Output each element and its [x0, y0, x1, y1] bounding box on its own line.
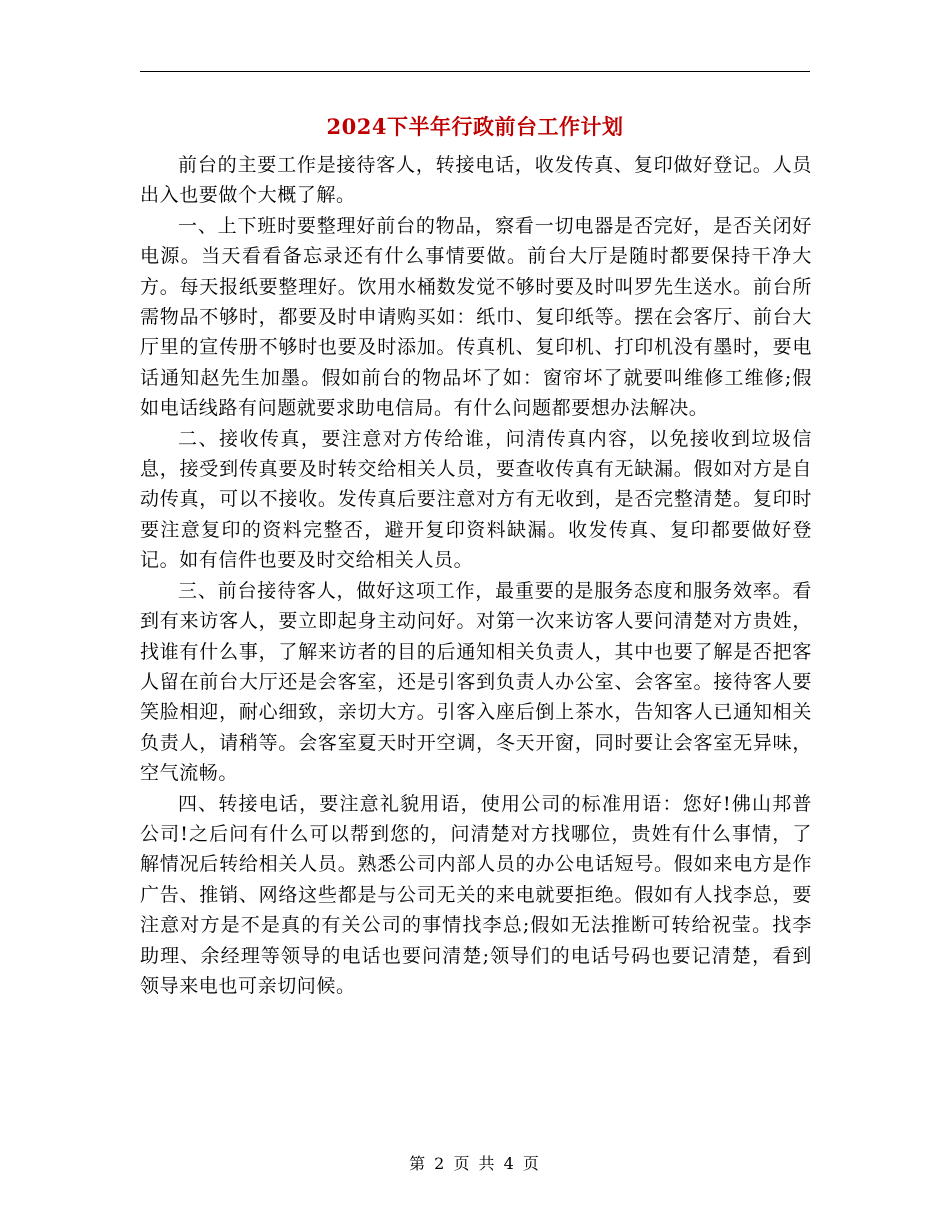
page-number-footer: 第 2 页 共 4 页	[409, 1154, 541, 1173]
header-rule	[140, 71, 810, 72]
paragraph-section-2: 二、接收传真，要注意对方传给谁，问清传真内容，以免接收到垃圾信息，接受到传真要及时转交给相关人员，要查收传真有无缺漏。假如对方是自动传真，可以不接收。发传真后要注意对方有无收到，是否完整清楚。复印时要注意复印的资料完整否，避开复印资料缺漏。收发传真、复印都要做好登记。如有信件也要及时交给相关人员。	[140, 427, 812, 572]
document-body	[140, 150, 812, 1001]
document-title: 2024下半年行政前台工作计划	[326, 114, 624, 139]
paragraph-intro: 前台的主要工作是接待客人，转接电话，收发传真、复印做好登记。人员出入也要做个大概了解。	[140, 154, 812, 207]
paragraph-section-3: 三、前台接待客人，做好这项工作，最重要的是服务态度和服务效率。看到有来访客人，要立即起身主动问好。对第一次来访客人要问清楚对方贵姓，找谁有什么事，了解来访者的目的后通知相关负责人，其中也要了解是否把客人留在前台大厅还是会客室，还是引客到负责人办公室、会客室。接待客人要笑脸相迎，耐心细致，亲切大方。引客入座后倒上茶水，告知客人已通知相关负责人，请稍等。会客室夏天时开空调，冬天开窗，同时要让会客室无异味，空气流畅。	[140, 579, 812, 785]
paragraph-section-4: 四、转接电话，要注意礼貌用语，使用公司的标准用语：您好!佛山邦普公司!之后问有什么可以帮到您的，问清楚对方找哪位，贵姓有什么事情，了解情况后转给相关人员。熟悉公司内部人员的办公电话短号。假如来电方是作广告、推销、网络这些都是与公司无关的来电就要拒绝。假如有人找李总，要注意对方是不是真的有关公司的事情找李总;假如无法推断可转给祝莹。找李助理、余经理等领导的电话也要问清楚;领导们的电话号码也要记清楚，看到领导来电也可亲切问候。	[140, 792, 812, 997]
paragraph-section-1: 一、上下班时要整理好前台的物品，察看一切电器是否完好，是否关闭好电源。当天看看备忘录还有什么事情要做。前台大厅是随时都要保持干净大方。每天报纸要整理好。饮用水桶数发觉不够时要及时叫罗先生送水。前台所需物品不够时，都要及时申请购买如：纸巾、复印纸等。摆在会客厅、前台大厅里的宣传册不够时也要及时添加。传真机、复印机、打印机没有墨时，要电话通知赵先生加墨。假如前台的物品坏了如：窗帘坏了就要叫维修工维修;假如电话线路有问题就要求助电信局。有什么问题都要想办法解决。	[140, 214, 812, 420]
